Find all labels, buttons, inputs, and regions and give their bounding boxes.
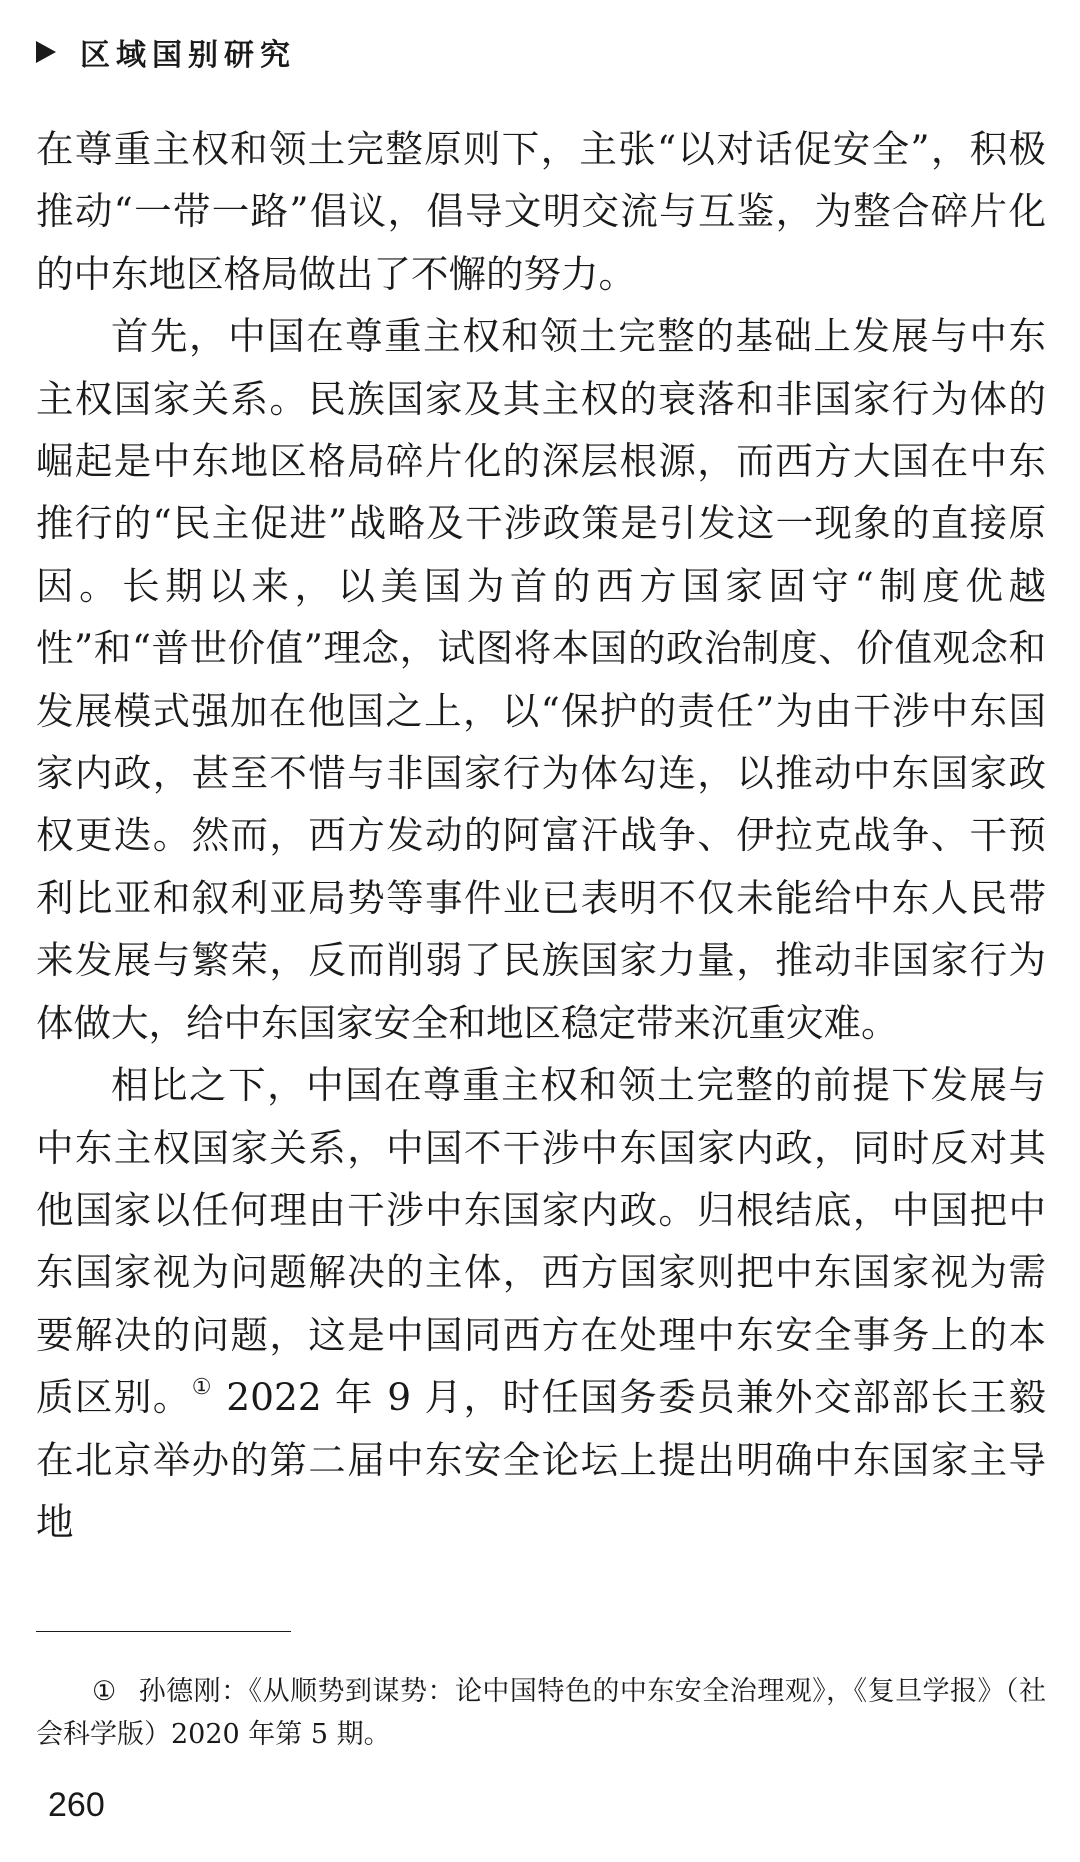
footnote-reference[interactable]: ① <box>191 1375 213 1401</box>
paragraph-1: 在尊重主权和领土完整原则下，主张“以对话促安全”，积极推动“一带一路”倡议，倡导文明交流与互鉴，为整合碎片化的中东地区格局做出了不懈的努力。 <box>36 127 1046 296</box>
play-triangle-icon <box>36 41 56 63</box>
paragraph-3-text: 相比之下，中国在尊重主权和领土完整的前提下发展与中东主权国家关系，中国不干涉中东国家内政，同时反对其他国家以任何理由干涉中东国家内政。归根结底，中国把中东国家视为问题解决的主体，西方国家则把中东国家视为需要解决的问题，这是中国同西方在处理中东安全事务上的本质区别。 <box>36 1063 1046 1420</box>
paragraph-2: 首先，中国在尊重主权和领土完整的基础上发展与中东主权国家关系。民族国家及其主权的衰落和非国家行为体的崛起是中东地区格局碎片化的深层根源，而西方大国在中东推行的“民主促进”战略及干涉政策是引发这一现象的直接原因。长期以来，以美国为首的西方国家固守“制度优越性”和“普世价值”理念，试图将本国的政治制度、价值观念和发展模式强加在他国之上，以“保护的责任”为由干涉中东国家内政，甚至不惜与非国家行为体勾连，以推动中东国家政权更迭。然而，西方发动的阿富汗战争、伊拉克战争、干预利比亚和叙利亚局势等事件业已表明不仅未能给中东人民带来发展与繁荣，反而削弱了民族国家力量，推动非国家行为体做大，给中东国家安全和地区稳定带来沉重灾难。 <box>36 314 1046 1045</box>
footnote <box>36 1670 1046 1756</box>
footnote-text: 孙德刚：《从顺势到谋势：论中国特色的中东安全治理观》，《复旦学报》（社会科学版）2020 年第 5 期。 <box>36 1676 1046 1750</box>
footnote-mark: ① <box>92 1676 117 1707</box>
paragraph-3 <box>36 1054 1046 1553</box>
section-title: 区域国别研究 <box>80 38 296 73</box>
paragraph-3-continued: 2022 年 9 月，时任国务委员兼外交部部长王毅在北京举办的第二届中东安全论坛上提出明确中东国家主导地 <box>36 1375 1046 1544</box>
page-number: 260 <box>48 1786 105 1824</box>
running-header <box>36 30 296 74</box>
main-text <box>36 118 1046 1553</box>
footnote-divider <box>36 1631 291 1632</box>
